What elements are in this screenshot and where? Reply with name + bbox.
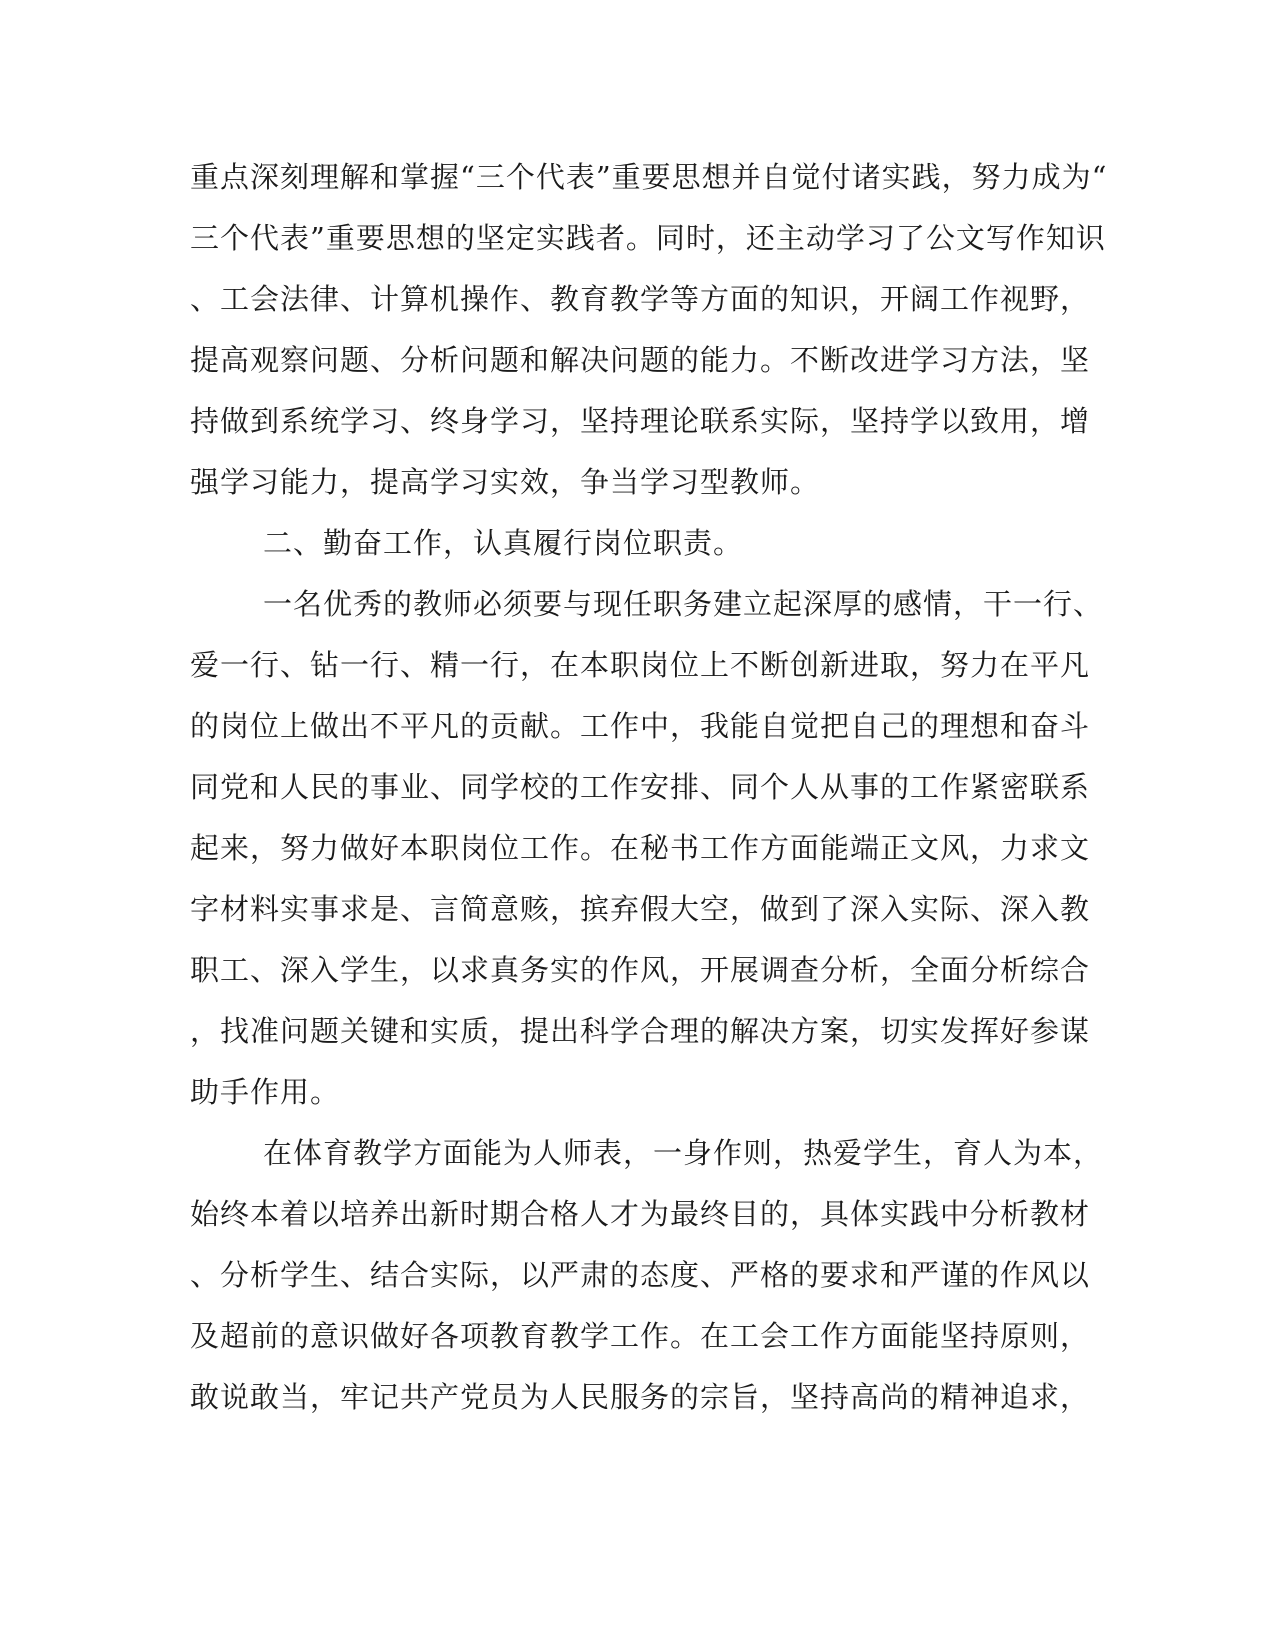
text-line: 在体育教学方面能为人师表，一身作则，热爱学生，育人为本， (263, 1136, 1104, 1170)
text-line: 、分析学生、结合实际，以严肃的态度、严格的要求和严谨的作风以 (190, 1258, 1091, 1292)
text-line: 重点深刻理解和掌握“三个代表”重要思想并自觉付诸实践，努力成为“ (190, 160, 1108, 194)
text-line: 持做到系统学习、终身学习，坚持理论联系实际，坚持学以致用，增 (190, 404, 1091, 438)
text-line: 强学习能力，提高学习实效，争当学习型教师。 (190, 465, 821, 499)
text-line: 的岗位上做出不平凡的贡献。工作中，我能自觉把自己的理想和奋斗 (190, 709, 1091, 743)
text-line: 始终本着以培养出新时期合格人才为最终目的，具体实践中分析教材 (190, 1197, 1091, 1231)
text-line: 、工会法律、计算机操作、教育教学等方面的知识，开阔工作视野， (190, 282, 1091, 316)
text-line: 职工、深入学生，以求真务实的作风，开展调查分析，全面分析综合 (190, 953, 1091, 987)
text-line: 助手作用。 (190, 1075, 341, 1109)
text-line: 爱一行、钻一行、精一行，在本职岗位上不断创新进取，努力在平凡 (190, 648, 1091, 682)
text-line: ，找准问题关键和实质，提出科学合理的解决方案，切实发挥好参谋 (190, 1014, 1091, 1048)
text-line: 敢说敢当，牢记共产党员为人民服务的宗旨，坚持高尚的精神追求， (190, 1380, 1091, 1414)
text-line: 起来，努力做好本职岗位工作。在秘书工作方面能端正文风，力求文 (190, 831, 1091, 865)
text-line: 同党和人民的事业、同学校的工作安排、同个人从事的工作紧密联系 (190, 770, 1091, 804)
text-line: 及超前的意识做好各项教育教学工作。在工会工作方面能坚持原则， (190, 1319, 1091, 1353)
text-line: 三个代表”重要思想的坚定实践者。同时，还主动学习了公文写作知识 (190, 221, 1106, 255)
section-heading: 二、勤奋工作，认真履行岗位职责。 (263, 526, 744, 560)
body-text (190, 160, 1108, 1441)
text-line: 字材料实事求是、言简意赅，摈弃假大空，做到了深入实际、深入教 (190, 892, 1091, 926)
text-line: 一名优秀的教师必须要与现任职务建立起深厚的感情，干一行、 (263, 587, 1104, 621)
text-line: 提高观察问题、分析问题和解决问题的能力。不断改进学习方法，坚 (190, 343, 1091, 377)
